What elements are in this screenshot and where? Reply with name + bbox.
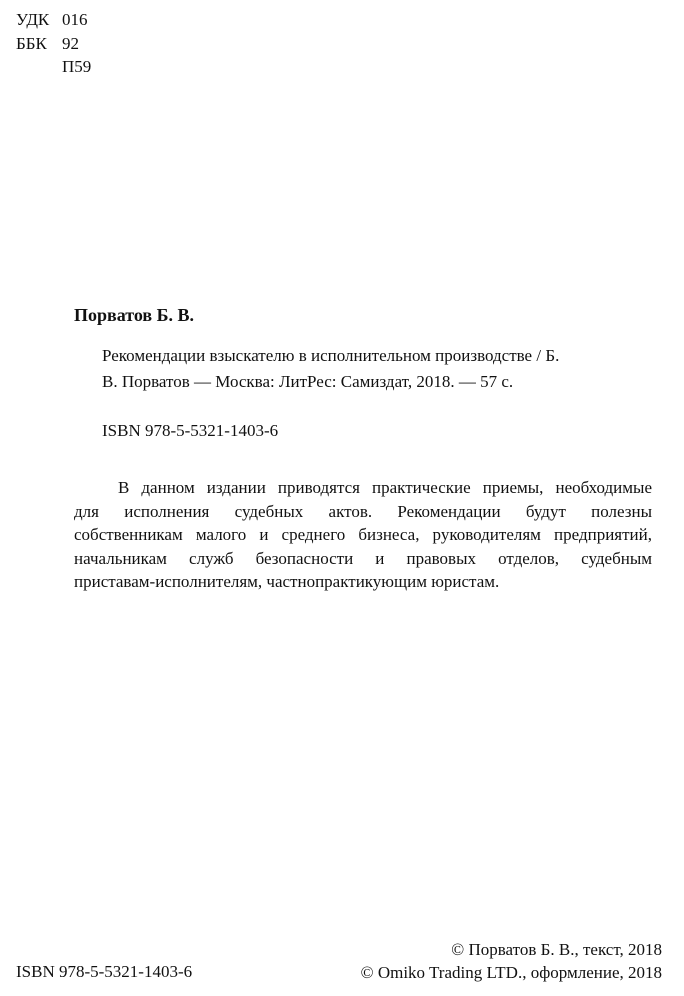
annotation-line: для исполнения судебных актов. Рекомендации будут полезны xyxy=(74,501,652,521)
bib-description-line-1: Рекомендации взыскателю в исполнительном производстве / Б. xyxy=(102,346,560,365)
udk-row xyxy=(0,10,200,30)
author-heading: Порватов Б. В. xyxy=(74,305,195,325)
annotation-line: В данном издании приводятся практические приемы, необходимые xyxy=(118,478,652,497)
annotation-line: приставам-исполнителям, частнопрактикующим юристам. xyxy=(74,572,500,591)
bbk-row xyxy=(0,34,200,54)
author-mark-row xyxy=(0,57,200,77)
bib-description-line-2: В. Порватов — Москва: ЛитРес: Самиздат, 2018. — 57 с. xyxy=(102,372,514,391)
copyright-text: © Порватов Б. В., текст, 2018 xyxy=(451,940,662,959)
isbn: ISBN 978-5-5321-1403-6 xyxy=(102,421,279,440)
bbk-label: ББК xyxy=(16,34,47,53)
footer-isbn: ISBN 978-5-5321-1403-6 xyxy=(16,962,193,981)
annotation xyxy=(74,476,652,594)
udk-label: УДК xyxy=(16,10,50,29)
annotation-line: начальникам служб безопасности и правовых отделов, судебным xyxy=(74,548,652,568)
author-mark-value: П59 xyxy=(62,57,92,76)
udk-value: 016 xyxy=(62,10,88,29)
bbk-value: 92 xyxy=(62,34,79,53)
copyright-design: © Omiko Trading LTD., оформление, 2018 xyxy=(360,963,662,982)
annotation-line: собственникам малого и среднего бизнеса, руководителям предприятий, xyxy=(74,525,652,544)
